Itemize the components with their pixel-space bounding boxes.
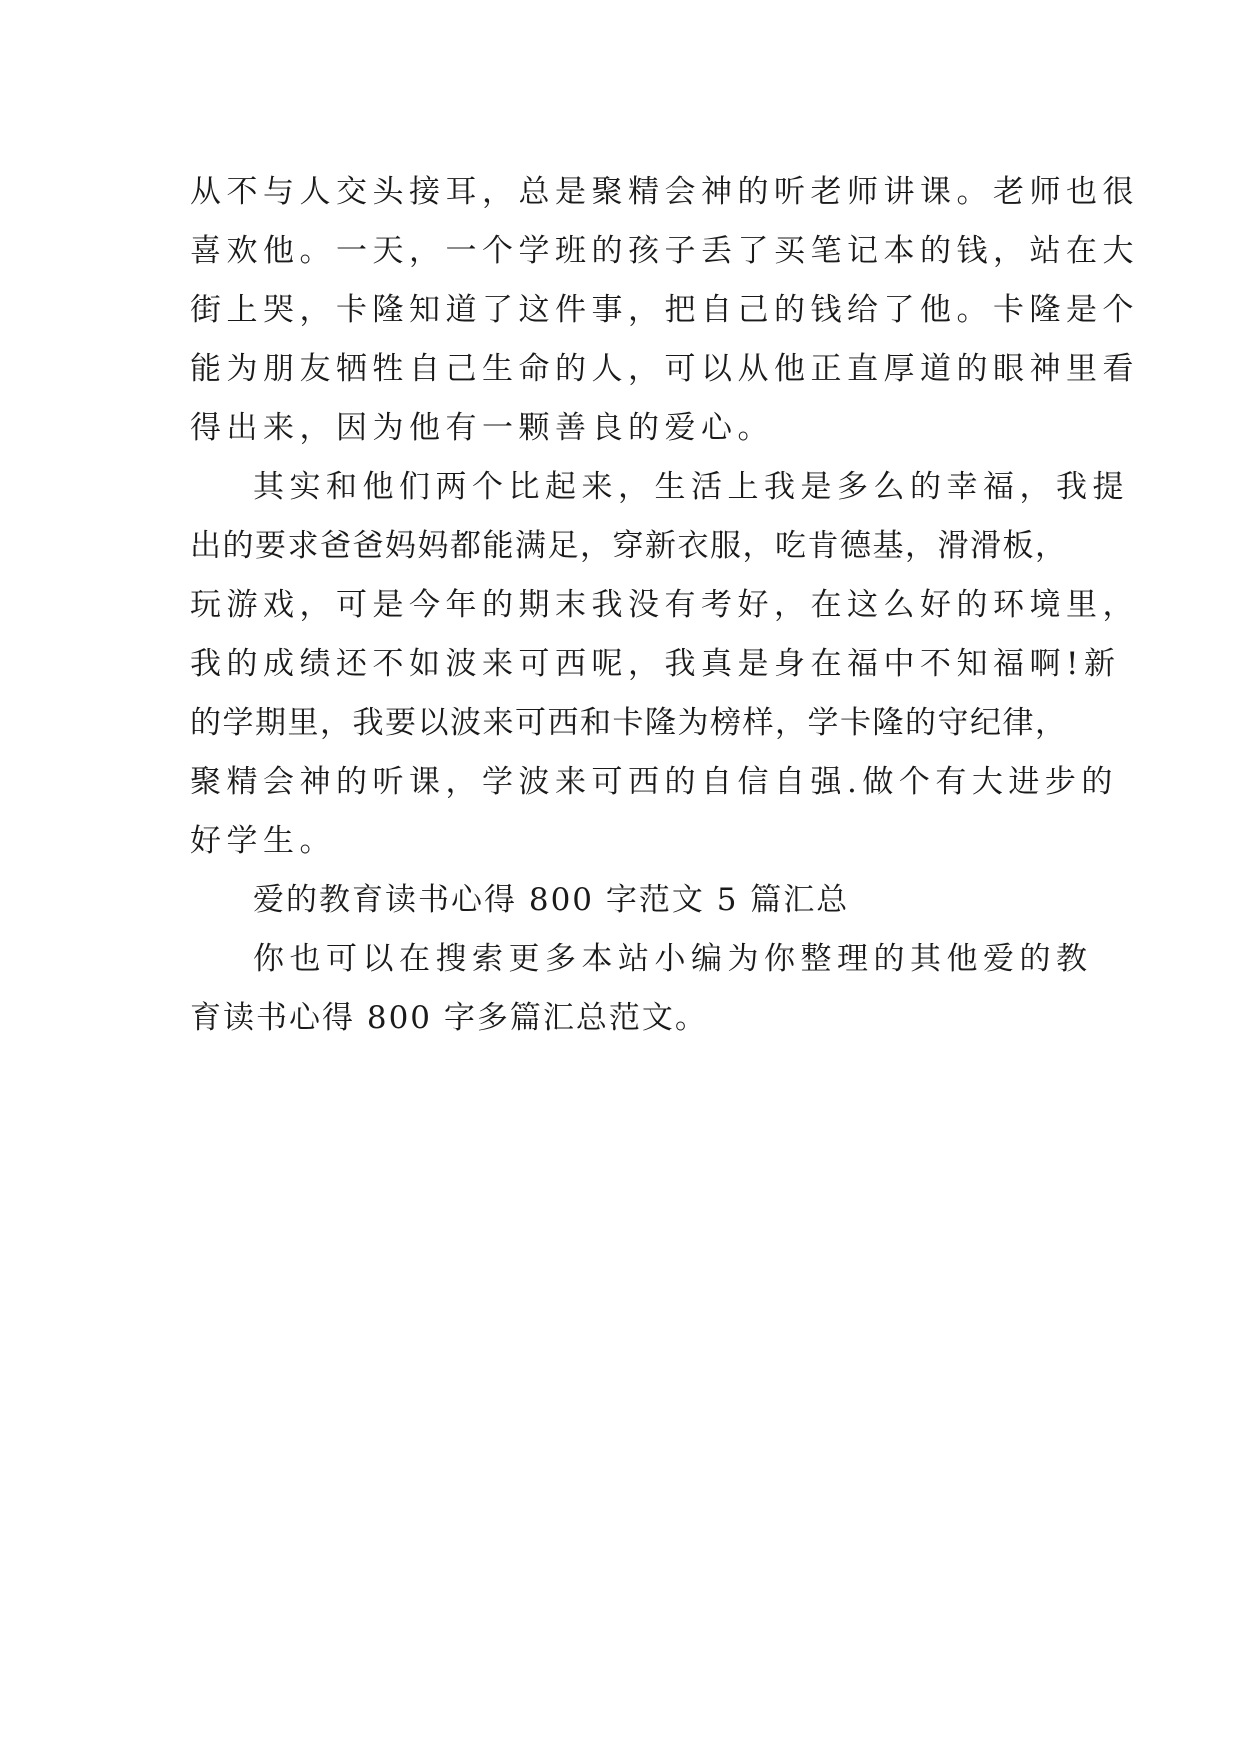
paragraph-line: 从不与人交头接耳，总是聚精会神的听老师讲课。老师也很 <box>190 174 1139 210</box>
document-body <box>190 163 1139 1048</box>
paragraph-2 <box>190 458 1139 871</box>
paragraph-3 <box>190 871 1090 930</box>
paragraph-line: 喜欢他。一天，一个学班的孩子丢了买笔记本的钱，站在大 <box>190 233 1139 269</box>
paragraph-line: 我的成绩还不如波来可西呢，我真是身在福中不知福啊!新 <box>190 646 1121 682</box>
paragraph-line: 你也可以在搜索更多本站小编为你整理的其他爱的教 <box>253 941 1093 977</box>
paragraph-line: 其实和他们两个比起来，生活上我是多么的幸福，我提 <box>253 469 1129 505</box>
section-heading: 爱的教育读书心得 800 字范文 5 篇汇总 <box>253 882 850 918</box>
paragraph-1 <box>190 163 1139 458</box>
paragraph-line: 出的要求爸爸妈妈都能满足，穿新衣服，吃肯德基，滑滑板， <box>190 528 1068 564</box>
paragraph-line: 的学期里，我要以波来可西和卡隆为榜样，学卡隆的守纪律， <box>190 705 1068 741</box>
paragraph-line: 好学生。 <box>190 823 336 859</box>
paragraph-line: 聚精会神的听课，学波来可西的自信自强.做个有大进步的 <box>190 764 1118 800</box>
paragraph-line: 能为朋友牺牲自己生命的人，可以从他正直厚道的眼神里看 <box>190 351 1139 387</box>
paragraph-line: 街上哭，卡隆知道了这件事，把自己的钱给了他。卡隆是个 <box>190 292 1139 328</box>
paragraph-line: 玩游戏，可是今年的期末我没有考好，在这么好的环境里， <box>190 587 1139 623</box>
paragraph-line: 育读书心得 800 字多篇汇总范文。 <box>190 1000 708 1036</box>
paragraph-4 <box>190 930 1093 1048</box>
paragraph-line: 得出来，因为他有一颗善良的爱心。 <box>190 410 774 446</box>
